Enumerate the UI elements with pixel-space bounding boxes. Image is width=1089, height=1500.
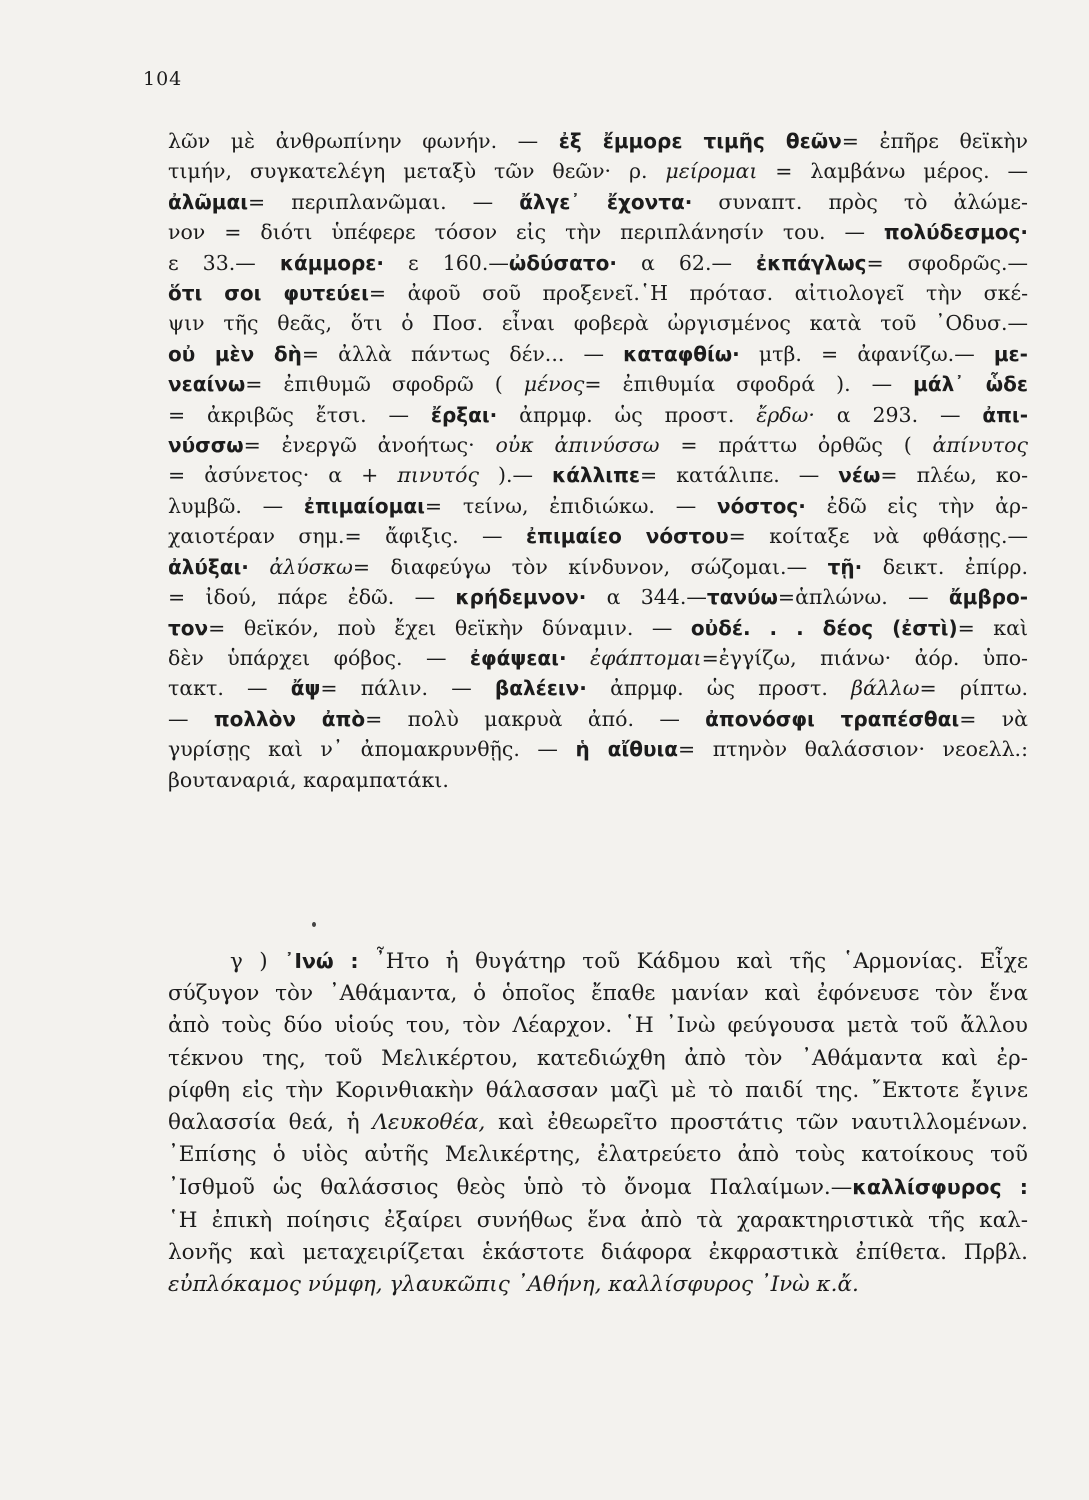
lemma: ὅτι σοι φυτεύει <box>168 281 369 306</box>
lemma: νεαίνω <box>168 372 246 397</box>
text-run: = πτηνὸν θαλάσσιον· νεοελλ.: <box>677 737 1028 762</box>
text-run: =ἐγγίζω, πιάνω· ἀόρ. ὑπο- <box>701 645 1028 670</box>
note-line <box>168 400 1028 430</box>
lemma: ᾿Ινώ : <box>284 949 359 973</box>
lemma: ἄμβρο- <box>948 585 1028 610</box>
note-line <box>168 491 1028 521</box>
lemma: μάλ᾽ ὧδε <box>913 372 1028 397</box>
italic-term: μένος <box>523 372 585 397</box>
note-line <box>168 339 1028 369</box>
lemma: ἐφάψεαι· <box>469 645 567 670</box>
note-line <box>168 552 1028 582</box>
italic-term: εὐπλόκαμος νύμφη, γλαυκῶπις ᾿Αθήνη, καλλίσφυρος ᾿Ινὼ <box>168 1272 810 1298</box>
note-line <box>168 369 1028 399</box>
text-run: καὶ ἐθεωρεῖτο προστάτις τῶν ναυτιλλομένων. <box>485 1110 1029 1136</box>
italic-term: μείρομαι <box>665 159 758 184</box>
text-run: = πάλιν. — <box>320 676 495 701</box>
note-line <box>168 460 1028 490</box>
text-run: δὲν ὑπάρχει φόβος. — <box>168 645 470 670</box>
page-number: 104 <box>143 68 183 90</box>
text-run: = ἐπῆρε θεϊκὴν <box>841 129 1029 153</box>
lemma: ἄψ <box>290 676 321 701</box>
italic-term: ἀλύσκω <box>269 554 353 579</box>
lemma: ἐξ ἔμμορε τιμῆς θεῶν <box>558 129 842 153</box>
text-run: = κατάλιπε. — <box>640 463 839 488</box>
italic-term: ἐφάπτομαι <box>590 645 702 670</box>
text-run: = ἐνεργῶ ἀνοήτως· <box>243 433 496 458</box>
lemma: ἄλγε᾽ ἔχοντα· <box>519 189 693 214</box>
note-line <box>168 217 1028 247</box>
lemma: τανύω <box>706 585 778 610</box>
lemma: κρήδεμνον· <box>455 585 587 610</box>
text-run: = ρίπτω. <box>919 676 1028 701</box>
lemma: κάλλιπε <box>552 463 641 488</box>
text-run: γυρίσῃς καὶ ν᾽ ἀπομακρυνθῇς. — <box>168 737 576 762</box>
text-run: = πράττω ὀρθῶς ( <box>659 433 933 458</box>
commentary-line <box>168 1010 1028 1042</box>
commentary-line <box>168 1237 1028 1269</box>
text-run: = ἀλλὰ πάντως δέν... — <box>301 341 624 366</box>
text-run: = ἐπιθυμῶ σφοδρῶ ( <box>245 372 524 397</box>
text-run: — <box>168 706 214 731</box>
lemma: καταφθίω· <box>623 341 740 366</box>
text-run: λῶν μὲ ἀνθρωπίνην φωνήν. — <box>168 129 559 153</box>
glossary-notes <box>168 126 1028 795</box>
text-run: = πολὺ μακρυὰ ἀπό. — <box>365 706 706 731</box>
text-run: = πλέω, κο- <box>880 463 1029 488</box>
text-run: σύζυγον τὸν ᾿Αθάμαντα, ὁ ὁποῖος ἔπαθε μανίαν καὶ ἐφόνευσε τὸν ἕνα <box>168 981 1028 1007</box>
text-run: = κοίταξε νὰ φθάσῃς.— <box>728 524 1028 549</box>
note-line <box>168 278 1028 308</box>
note-line <box>168 248 1028 278</box>
lemma: νέω <box>838 463 881 488</box>
lemma: νύσσω <box>168 433 244 458</box>
text-run: = ἀφοῦ σοῦ προξενεῖ.῾Η πρότασ. αἰτιολογεῖ τὴν σκέ- <box>368 281 1028 306</box>
note-line <box>168 734 1028 764</box>
lemma: ἀλύξαι· <box>168 554 249 579</box>
text-run: = καὶ <box>957 615 1029 640</box>
note-line <box>168 430 1028 460</box>
italic-term: πινυτός <box>397 463 479 488</box>
commentary-line <box>168 1139 1028 1171</box>
text-run: συναπτ. πρὸς τὸ ἀλώμε- <box>692 189 1028 214</box>
commentary-line <box>168 1269 1028 1301</box>
lemma: οὐ μὲν δὴ <box>168 341 302 366</box>
text-run: τιμήν, συγκατελέγη μεταξὺ τῶν θεῶν· ρ. <box>168 159 666 184</box>
note-line <box>168 643 1028 673</box>
text-run: βουταναριά, καραμπατάκι. <box>168 767 449 792</box>
italic-term: οὐκ ἀπινύσσω <box>495 433 660 458</box>
note-line <box>168 521 1028 551</box>
commentary-section <box>168 945 1028 1301</box>
lemma: ἀπι- <box>982 402 1028 427</box>
commentary-line <box>168 978 1028 1010</box>
lemma: ἐπιμαίεο νόστου <box>525 524 729 549</box>
lemma: οὐδέ. . . δέος (ἐστὶ) <box>690 615 958 640</box>
note-line <box>168 187 1028 217</box>
italic-term: ἀπίνυτος <box>932 433 1028 458</box>
text-run <box>249 555 270 579</box>
text-run: θαλασσία θεά, ἡ <box>168 1110 373 1136</box>
text-run: ᾿Επίσης ὁ υἱὸς αὐτῆς Μελικέρτης, ἐλατρεύετο ἀπὸ τοὺς κατοίκους τοῦ <box>168 1142 1028 1168</box>
text-run: = διαφεύγω τὸν κίνδυνον, σώζομαι.— <box>352 554 828 579</box>
text-run: ῾Η ἐπικὴ ποίησις ἐξαίρει συνήθως ἕνα ἀπὸ τὰ χαρακτηριστικὰ τῆς καλ- <box>168 1207 1028 1233</box>
lemma: κάμμορε· <box>279 250 384 275</box>
lemma: ἡ αἴθυια <box>575 737 678 762</box>
text-run: α 62.— <box>616 250 757 275</box>
text-run: ἀπρμφ. ὡς προστ. <box>586 676 852 701</box>
italic-term: Λευκοθέα, <box>372 1110 486 1136</box>
text-run: =ἁπλώνω. — <box>777 585 949 610</box>
text-run: = ἀκριβῶς ἔτσι. — <box>168 402 431 427</box>
note-line <box>168 308 1028 338</box>
text-run: λυμβῶ. — <box>168 493 304 518</box>
italic-term: κ.ἄ. <box>809 1272 859 1298</box>
text-run: ἐδῶ εἰς τὴν ἀρ- <box>805 493 1028 518</box>
italic-term: ἔρδω· <box>756 402 815 427</box>
text-run: τακτ. — <box>168 676 291 701</box>
commentary-line <box>168 1107 1028 1139</box>
text-run: = θεϊκόν, ποὺ ἔχει θεϊκὴν δύναμιν. — <box>208 615 691 640</box>
text-run: μτβ. = ἀφανίζω.— <box>739 341 994 366</box>
text-run: χαιοτέραν σημ.= ἄφιξις. — <box>168 524 526 549</box>
text-run: = ἐπιθυμία σφοδρά ). — <box>584 372 914 397</box>
text-run: ᾿Ισθμοῦ ὡς θαλάσσιος θεὸς ὑπὸ τὸ ὄνομα Παλαίμων.— <box>168 1175 853 1201</box>
text-run: ε 160.— <box>384 250 509 275</box>
text-run: α 293. — <box>814 402 983 427</box>
lemma: πολύδεσμος· <box>883 220 1028 245</box>
text-run: ).— <box>478 463 553 488</box>
text-run: = νὰ <box>959 706 1028 731</box>
text-run: ῏Ητο ἡ θυγάτηρ τοῦ Κάδμου καὶ τῆς ῾Αρμονίας. Εἶχε <box>358 949 1028 974</box>
commentary-line <box>168 1205 1028 1237</box>
text-run: = τείνω, ἐπιδιώκω. — <box>424 493 717 518</box>
lemma: βαλέειν· <box>494 676 587 701</box>
note-line <box>168 673 1028 703</box>
text-run: ἀπρμφ. ὡς προστ. <box>497 402 757 427</box>
commentary-line <box>168 945 1028 978</box>
text-run: ψιν τῆς θεᾶς, ὅτι ὁ Ποσ. εἶναι φοβερὰ ὠργισμένος κατὰ τοῦ ᾿Οδυσ.— <box>168 311 1028 336</box>
text-run: = ἰδού, πάρε ἐδῶ. — <box>168 585 456 610</box>
lemma: ἀλῶμαι <box>168 189 249 214</box>
note-line <box>168 582 1028 612</box>
lemma: νόστος· <box>716 493 806 518</box>
note-line <box>168 613 1028 643</box>
text-run: ἀπὸ τοὺς δύο υἱούς του, τὸν Λέαρχον. ῾Η ᾿Ινὼ φεύγουσα μετὰ τοῦ ἄλλου <box>168 1013 1028 1039</box>
lemma: ἀπονόσφι τραπέσθαι <box>705 706 960 731</box>
commentary-line <box>168 1043 1028 1075</box>
note-line <box>168 126 1028 156</box>
note-line <box>168 704 1028 734</box>
lemma: ἐκπάγλως <box>756 250 867 275</box>
text-run: ρίφθη εἰς τὴν Κορινθιακὴν θάλασσαν μαζὶ μὲ τὸ παιδί της. ῎Εκτοτε ἔγινε <box>168 1077 1028 1103</box>
lemma: ὠδύσατο· <box>508 250 617 275</box>
text-run: α 344.— <box>586 585 707 610</box>
italic-term: βάλλω <box>851 676 920 701</box>
text-run: τέκνου της, τοῦ Μελικέρτου, κατεδιώχθη ἀπὸ τὸν ᾿Αθάμαντα καὶ ἐρ- <box>168 1045 1028 1071</box>
lemma: ἔρξαι· <box>430 402 498 427</box>
text-run <box>567 646 590 670</box>
text-run: = ἀσύνετος· α + <box>168 463 398 488</box>
lemma: καλλίσφυρος : <box>852 1175 1028 1200</box>
text-run: ε 33.— <box>168 250 280 275</box>
lemma: με- <box>993 341 1028 366</box>
commentary-line <box>168 1171 1028 1204</box>
text-run: = λαμβάνω μέρος. — <box>757 159 1028 184</box>
lemma: ἐπιμαίομαι <box>303 493 425 518</box>
text-run: = σφοδρῶς.— <box>866 250 1028 275</box>
lemma: πολλὸν ἀπὸ <box>213 706 366 731</box>
print-speck <box>312 922 316 927</box>
note-line <box>168 156 1028 186</box>
text-run: γ ) <box>230 949 285 974</box>
commentary-line <box>168 1075 1028 1107</box>
text-run: = περιπλανῶμαι. — <box>248 189 520 214</box>
text-run: λονῆς καὶ μεταχειρίζεται ἑκάστοτε διάφορα ἐκφραστικὰ ἐπίθετα. Πρβλ. <box>168 1239 1028 1265</box>
text-run: δεικτ. ἐπίρρ. <box>862 554 1028 579</box>
note-line <box>168 765 1028 795</box>
lemma: τῇ· <box>827 554 863 579</box>
lemma: τον <box>168 615 209 640</box>
text-run: νον = διότι ὑπέφερε τόσον εἰς τὴν περιπλάνησίν του. — <box>168 220 884 245</box>
